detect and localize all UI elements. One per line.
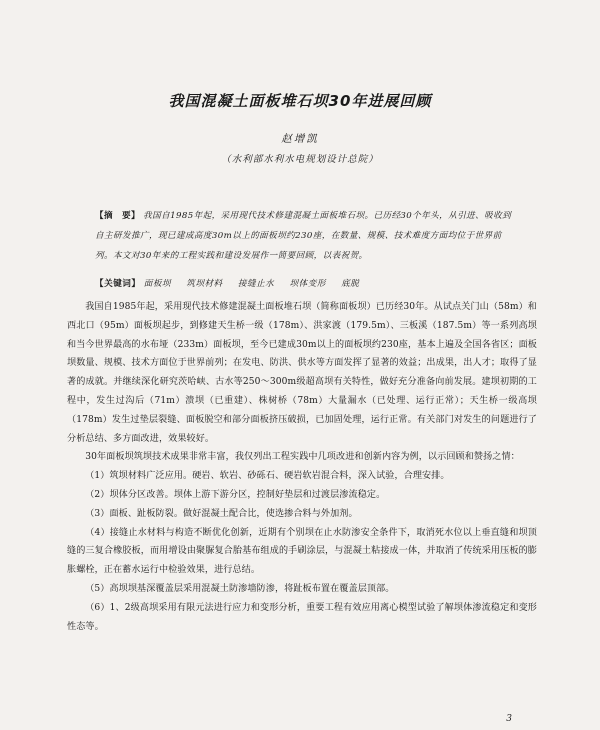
keyword-item: 接缝止水	[237, 279, 275, 289]
body-paragraph: 我国自1985年起，采用现代技术修建混凝土面板堆石坝（简称面板坝）已历经30年。从试点关门山（58m）和西北口（95m）面板坝起步，到修建天生桥一级（178m）、洪家渡（179.5m）、三板溪（187.5m）等一系列高坝和当今世界最高的水布垭（233m）面板坝，至今已建成30m以上的面板坝约230座，基本上遍及全国各省区；面板坝数量、规模、技术方面位于世界前列；在发电、防洪、供水等方面发挥了显著的效益；出成果，出人才；取得了显著的成就。并继续深化研究茨哈峡、古水等250～300m级超高坝有关特性，做好充分准备向前发展。建坝初期的工程中，发生过沟后（71m）溃坝（已重建）、株树桥（78m）大量漏水（已处理、运行正常）；天生桥一级高坝（178m）发生过垫层裂缝、面板脱空和部分面板挤压破损，已加固处理，运行正常。有关部门对发生的问题进行了分析总结、多方面改进，效果较好。	[67, 302, 537, 444]
author-name: 赵增凯	[281, 133, 319, 145]
paper-title: 我国混凝土面板堆石坝30年进展回顾	[168, 92, 432, 110]
body-paragraph: （5）高坝坝基深覆盖层采用混凝土防渗墙防渗，将趾板布置在覆盖层顶部。	[85, 583, 395, 594]
body-paragraph: 30年面板坝筑坝技术成果非常丰富，我仅列出工程实践中几项改进和创新内容为例，以示回顾和赞扬之情：	[85, 452, 520, 463]
abstract-label: 【摘 要】	[95, 211, 140, 221]
body-paragraph: （3）面板、趾板防裂。做好混凝土配合比，使选掺合料与外加剂。	[85, 508, 358, 519]
abstract-block	[95, 206, 515, 266]
body-text	[67, 298, 537, 636]
keywords-block	[95, 277, 515, 291]
author-affiliation: （水利部水利水电规划设计总院）	[221, 154, 379, 165]
abstract-text: 我国自1985年起，采用现代技术修建混凝土面板堆石坝。已历经30个年头，从引进、吸收到自主研发推广，现已建成高度30m以上的面板坝约230座，在数量、规模、技术难度方面均位于世界前列。本文对30年来的工程实践和建设发展作一简要回顾，以表祝贺。	[95, 211, 512, 261]
keywords-label: 【关键词】	[95, 279, 141, 289]
page-number: 3	[506, 714, 512, 724]
body-paragraph: （2）坝体分区改善。坝体上游下游分区，控制好垫层和过渡层渗流稳定。	[85, 489, 386, 500]
keyword-item: 坝体变形	[289, 279, 326, 289]
body-paragraph: （6）1、2级高坝采用有限元法进行应力和变形分析，重要工程有效应用离心模型试验了解坝体渗流稳定和变形性态等。	[67, 602, 537, 632]
body-paragraph: （1）筑坝材料广泛应用。硬岩、软岩、砂砾石、硬岩软岩混合料，深入试验，合理安排。	[85, 471, 450, 482]
keyword-item: 底脱	[341, 279, 360, 289]
keyword-item: 筑坝材料	[186, 279, 223, 289]
keyword-item: 面板坝	[143, 279, 172, 289]
body-paragraph: （4）接缝止水材料与构造不断优化创新，近期有个别坝在止水防渗安全条件下，取消死水位以上垂直缝和坝顶缝的三复合橡胶板，而用增设由聚脲复合胎基布组成的手刷涂层，与混凝土粘接成一体，并取消了传统采用压板的膨胀螺栓，正在蓄水运行中检验效果，进行总结。	[67, 527, 537, 576]
